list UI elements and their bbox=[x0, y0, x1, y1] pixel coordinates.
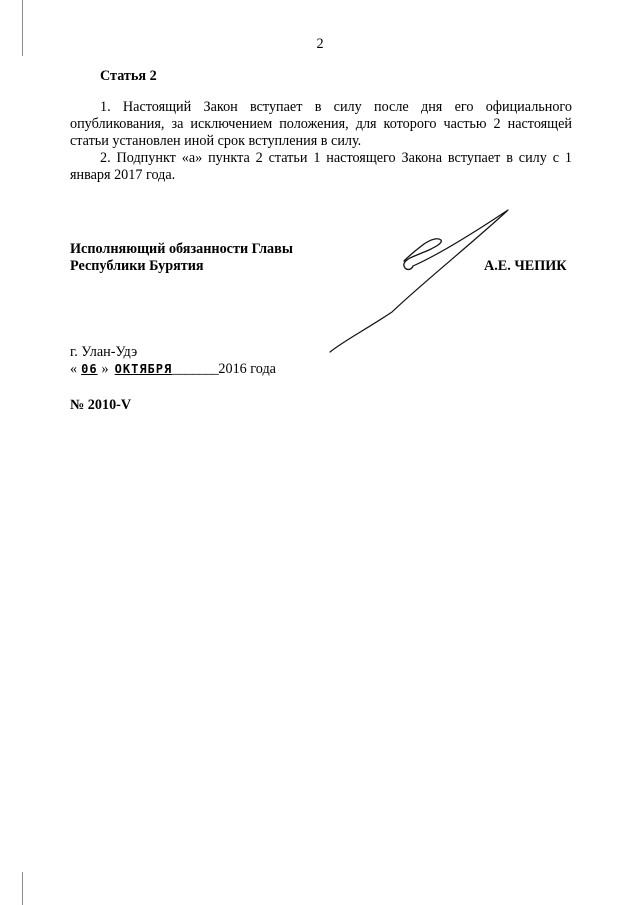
document-number: № 2010-V bbox=[70, 397, 132, 413]
date-close-quote: » bbox=[101, 361, 109, 377]
signatory-title-line: Исполняющий обязанности Главы bbox=[70, 241, 293, 257]
date-month-stamp: ОКТЯБРЯ bbox=[114, 362, 173, 376]
scan-edge-line bbox=[22, 872, 23, 905]
scan-edge-line bbox=[22, 0, 23, 56]
signing-date bbox=[70, 361, 276, 378]
date-year: 2016 года bbox=[218, 361, 276, 377]
article-paragraph: 1. Настоящий Закон вступает в силу после дня его официального опубликования, за исключением положения, для которого частью 2 настоящей статьи установлен иной срок вступления в силу. bbox=[70, 99, 572, 149]
date-open-quote: « bbox=[70, 361, 78, 377]
article-heading: Статья 2 bbox=[100, 68, 157, 84]
signatory-title-line: Республики Бурятия bbox=[70, 258, 204, 274]
article-paragraph: 2. Подпункт «а» пункта 2 статьи 1 настоящего Закона вступает в силу с 1 января 2017 года. bbox=[70, 150, 572, 183]
handwritten-signature bbox=[320, 200, 530, 360]
date-day-stamp: 06 bbox=[81, 362, 98, 376]
date-underline-filler: _______ bbox=[172, 361, 219, 377]
signatory-name: А.Е. ЧЕПИК bbox=[484, 258, 567, 274]
page-number: 2 bbox=[316, 36, 324, 52]
signatory-title bbox=[70, 241, 293, 275]
article-body bbox=[70, 99, 572, 184]
city-name: г. Улан-Удэ bbox=[70, 344, 138, 360]
